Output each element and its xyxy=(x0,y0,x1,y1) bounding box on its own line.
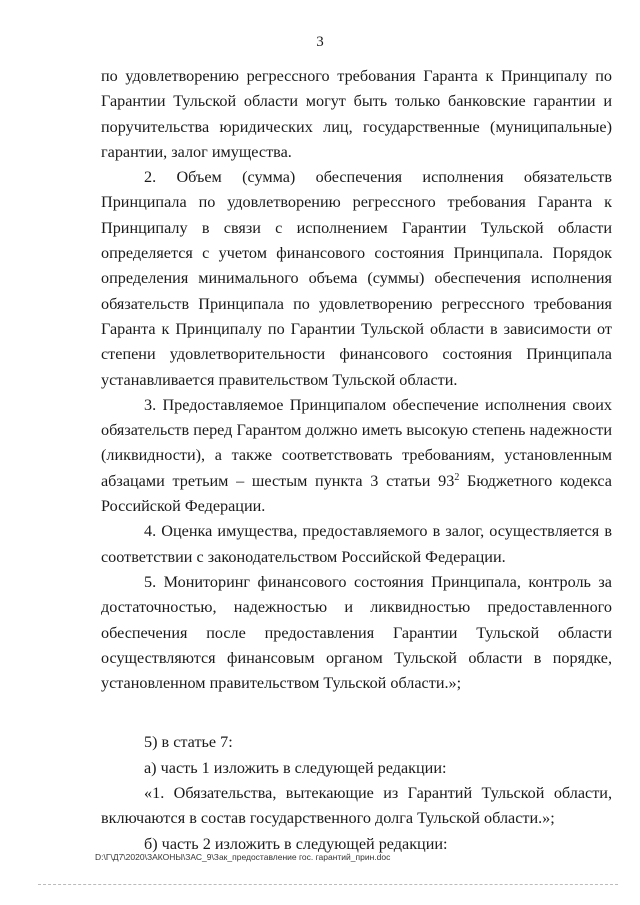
document-body xyxy=(101,64,612,857)
scan-artifact-line xyxy=(38,884,618,887)
blank-gap xyxy=(101,696,612,730)
paragraph-item-3-text-end: Бюджетного кодекса Российской Федерации. xyxy=(101,471,612,516)
paragraph-part-a: а) часть 1 изложить в следующей редакции: xyxy=(144,758,447,777)
paragraph-part-b: б) часть 2 изложить в следующей редакции: xyxy=(144,834,448,853)
paragraph-article-7: 5) в статье 7: xyxy=(144,733,233,752)
paragraph-item-4: 4. Оценка имущества, предоставляемого в залог, осуществляется в соответствии с законодательством Российской Федерации. xyxy=(101,522,612,566)
paragraph-continuation: по удовлетворению регрессного требования Гаранта к Принципалу по Гарантии Тульской области могут быть только банковские гарантии и поручительства юридических лиц, государственные (муниципальные) гарантии, залог имущества. xyxy=(101,67,612,161)
paragraph-item-2: 2. Объем (сумма) обеспечения исполнения обязательств Принципала по удовлетворению регрессного требования Гаранта к Принципалу в связи с исполнением Гарантии Тульской области определяется с учетом финансового состояния Принципала. Порядок определения минимального объема (суммы) обеспечения исполнения обязательств Принципала по удовлетворению регрессного требования Гаранта к Принципалу по Гарантии Тульской области в зависимости от степени удовлетворительности финансового состояния Принципала устанавливается правительством Тульской области. xyxy=(101,168,612,389)
footer-file-path: D:\Г\Д7\2020\ЗАКОНЫ\ЗАС_9\Зак_предоставление гос. гарантий_прин.doc xyxy=(95,852,391,862)
paragraph-quote-1: «1. Обязательства, вытекающие из Гарантий Тульской области, включаются в состав государственного долга Тульской области.»; xyxy=(101,784,612,828)
paragraph-item-5: 5. Мониторинг финансового состояния Принципала, контроль за достаточностью, надежностью и ликвидностью предоставленного обеспечения после предоставления Гарантии Тульской области осуществляются финансовым органом Тульской области в порядке, установленном правительством Тульской области.»; xyxy=(101,572,612,693)
paragraph-item-3-text: 3. Предоставляемое Принципалом обеспечение исполнения своих обязательств перед Гарантом должно иметь высокую степень надежности (ликвидности), а также соответствовать требованиям, установленным абзацами третьим – шестым пункта 3 статьи 93 xyxy=(101,395,612,490)
paragraph-item-3 xyxy=(101,393,612,519)
page-number: 3 xyxy=(316,34,324,50)
superscript: 2 xyxy=(454,471,460,483)
